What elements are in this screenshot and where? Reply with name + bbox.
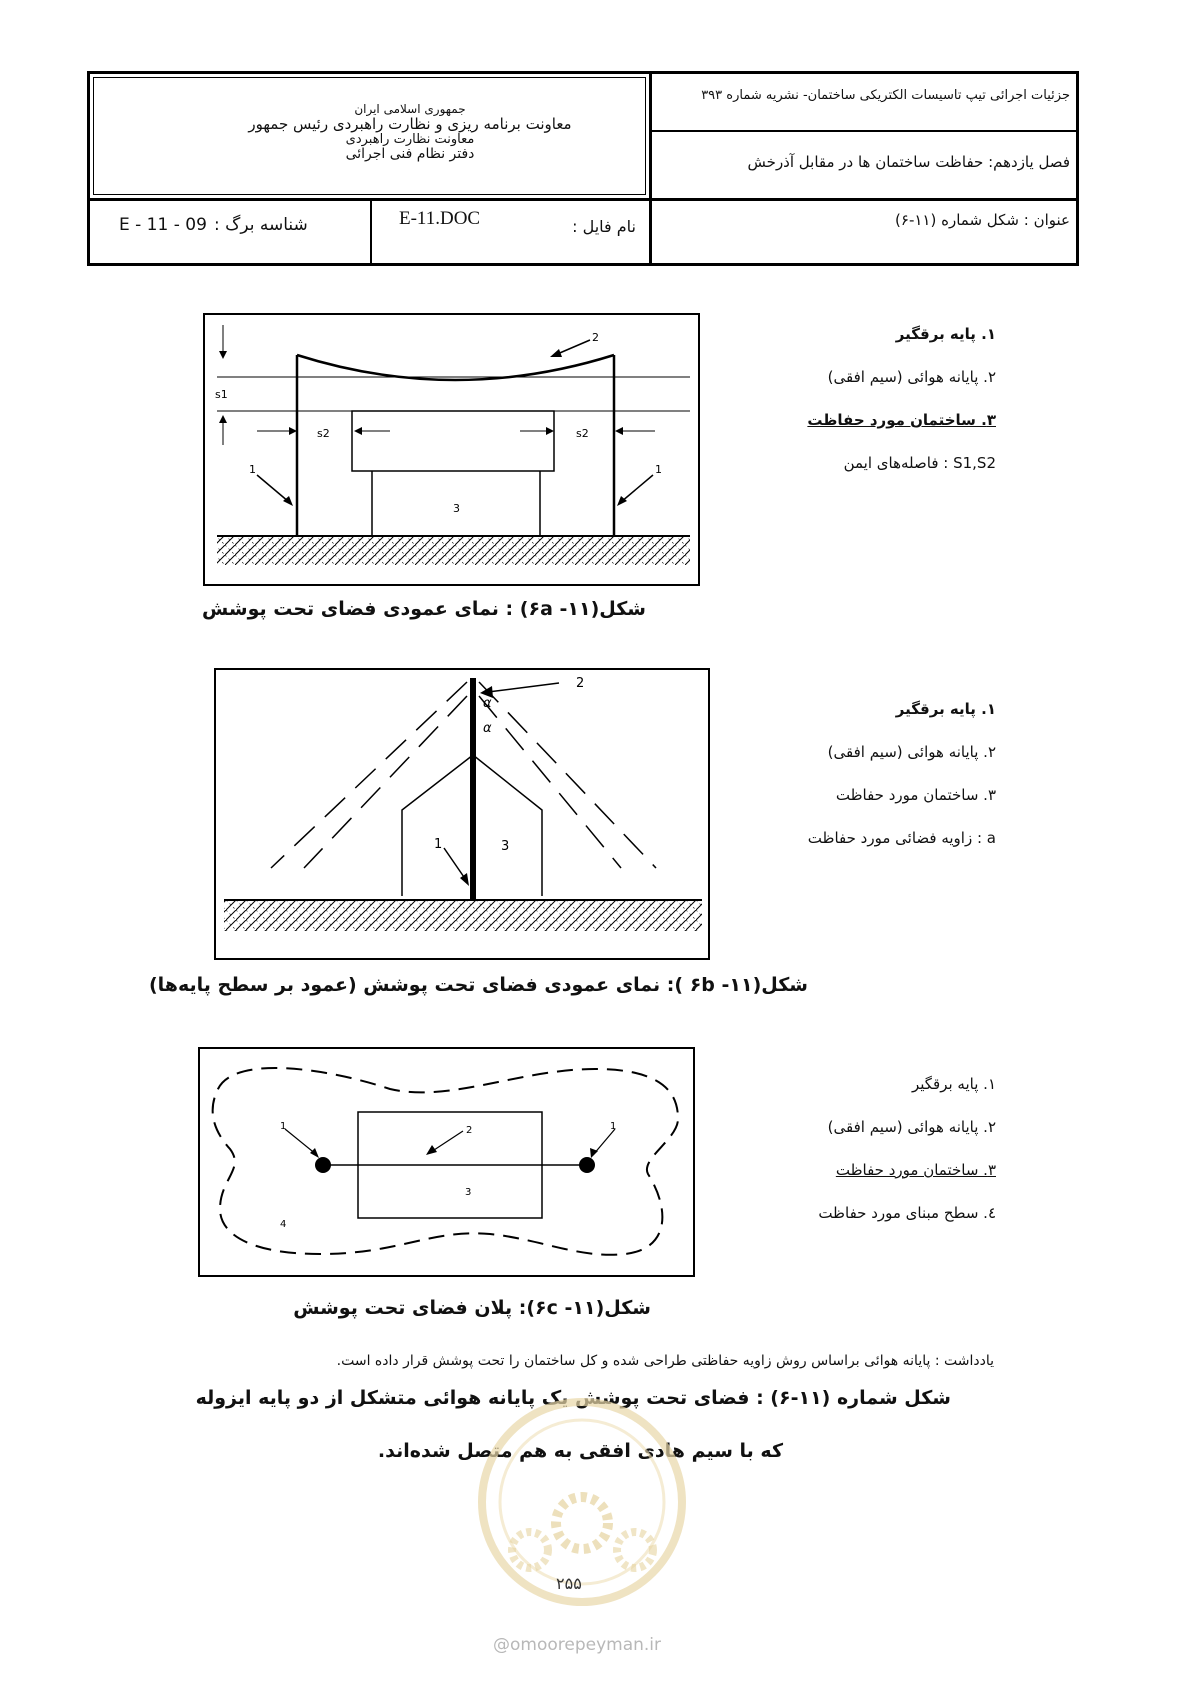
- watermark-logo: [475, 1395, 690, 1610]
- figure-title-line-2: که با سیم هادی افقی به هم متصل شده‌اند.: [377, 1440, 783, 1462]
- figure-b-legend: [808, 688, 996, 860]
- label-alpha-1: α: [483, 696, 492, 711]
- figure-a-caption: شکل(۱۱- ۶a) : نمای عمودی فضای تحت پوشش: [202, 598, 646, 620]
- label-c-1-right: 1: [610, 1121, 617, 1132]
- label-alpha-2: α: [483, 721, 492, 736]
- legend-a-4: S1,S2 : فاصله‌های ایمن: [843, 454, 996, 472]
- figure-a: [203, 313, 700, 586]
- legend-c-1: ۱. پایه برقگیر: [911, 1075, 996, 1093]
- file-name-value: E-11.DOC: [399, 208, 481, 229]
- figure-b: [214, 668, 710, 960]
- label-b-2: 2: [576, 676, 585, 691]
- label-c-3: 3: [465, 1187, 472, 1198]
- legend-a-2: ۲. پایانه هوائی (سیم افقی): [827, 368, 996, 386]
- figure-a-legend: [807, 313, 996, 485]
- sheet-id-label: شناسه برگ :: [214, 215, 308, 235]
- label-b-3: 3: [501, 839, 510, 854]
- label-c-2: 2: [466, 1125, 473, 1136]
- header-table: [87, 71, 1079, 266]
- label-s1: s1: [215, 388, 228, 401]
- label-s2-right: s2: [576, 427, 589, 440]
- legend-a-1: ۱. پایه برقگیر: [895, 325, 996, 343]
- figure-b-drawing: [216, 670, 708, 958]
- legend-b-4: a : زاویه فضائی مورد حفاظت: [807, 829, 996, 847]
- legend-b-2: ۲. پایانه هوائی (سیم افقی): [827, 743, 996, 761]
- label-1-left: 1: [249, 463, 256, 476]
- label-3: 3: [453, 502, 460, 515]
- figure-b-caption: شکل(۱۱- ۶b ): نمای عمودی فضای تحت پوشش (عمود بر سطح پایه‌ها): [148, 974, 808, 996]
- file-name-label: نام فایل :: [572, 217, 636, 236]
- figure-a-drawing: [205, 315, 698, 584]
- watermark-at-icon: @: [493, 1635, 510, 1655]
- publication-title: جزئیات اجرائی تیپ تاسیسات الکتریکی ساختمان- نشریه شماره ۳۹۳: [701, 88, 1070, 103]
- legend-a-3: ۳. ساختمان مورد حفاظت: [807, 411, 996, 429]
- label-b-1: 1: [434, 837, 443, 852]
- label-c-4: 4: [280, 1219, 287, 1230]
- figure-title-line-1: شکل شماره (۱۱-۶) : فضای تحت پوشش یک پایانه هوائی متشکل از دو پایه ایزوله: [195, 1387, 951, 1409]
- figure-c-legend: [818, 1063, 996, 1235]
- organization-block: جمهوری اسلامی ایران معاونت برنامه ریزی و نظارت راهبردی رئیس جمهور معاونت نظارت راهبردی دفتر نظام فنی اجرائی: [248, 102, 572, 162]
- note-text: یادداشت : پایانه هوائی براساس روش زاویه حفاظتی طراحی شده و کل ساختمان را تحت پوشش قرار داده است.: [336, 1353, 994, 1369]
- legend-c-2: ۲. پایانه هوائی (سیم افقی): [827, 1118, 996, 1136]
- label-2: 2: [592, 331, 599, 344]
- label-s2-left: s2: [317, 427, 330, 440]
- subject-title: عنوان : شکل شماره (۱۱-۶): [895, 211, 1070, 229]
- label-1-right: 1: [655, 463, 662, 476]
- chapter-title: فصل یازدهم: حفاظت ساختمان ها در مقابل آذرخش: [747, 153, 1070, 171]
- figure-c: [198, 1047, 695, 1277]
- legend-b-3: ۳. ساختمان مورد حفاظت: [835, 786, 996, 804]
- figure-c-drawing: [200, 1049, 693, 1275]
- legend-b-1: ۱. پایه برقگیر: [895, 700, 996, 718]
- legend-c-4: ٤. سطح مبنای مورد حفاظت: [818, 1204, 996, 1222]
- page-number: ۲۵۵: [556, 1574, 582, 1593]
- label-c-1-left: 1: [280, 1121, 287, 1132]
- legend-c-3: ۳. ساختمان مورد حفاظت: [835, 1161, 996, 1179]
- sheet-id-value: E - 11 - 09: [119, 215, 207, 235]
- figure-c-caption: شکل(۱۱- ۶c): پلان فضای تحت پوشش: [293, 1297, 651, 1319]
- watermark-url: @omoorepeyman.ir: [493, 1635, 662, 1655]
